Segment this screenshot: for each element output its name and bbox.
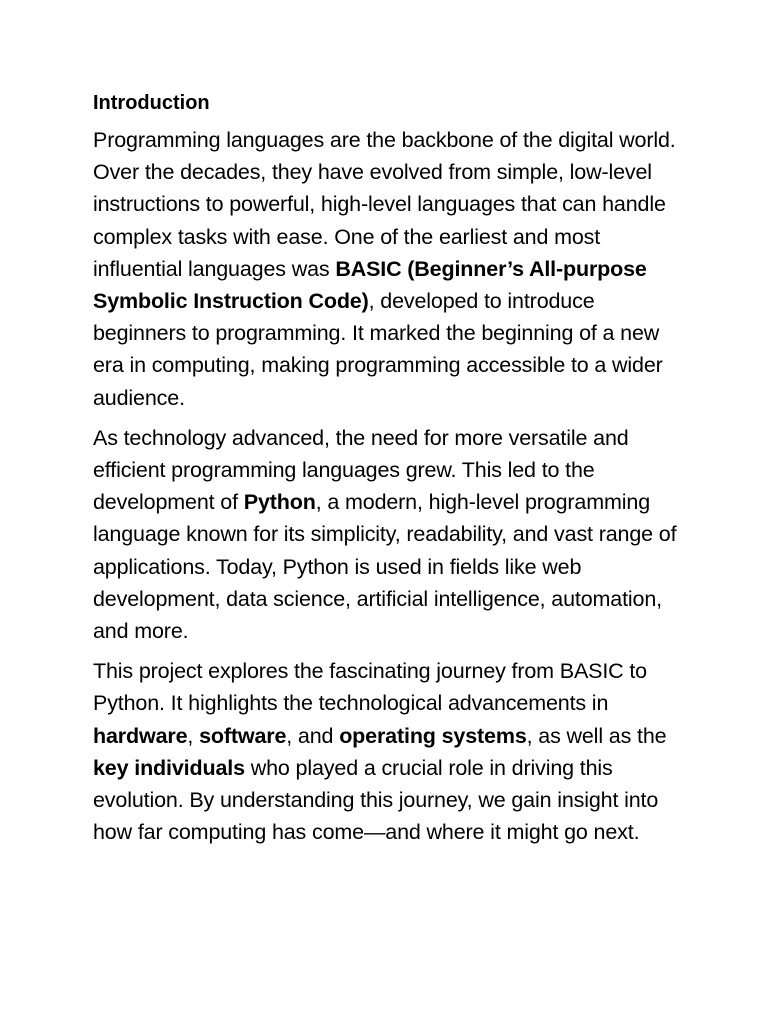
paragraph-project (93, 655, 683, 848)
paragraph-text: , as well as the (526, 723, 667, 748)
bold-term-software: software (199, 723, 287, 748)
paragraph-text: This project explores the fascinating journey from BASIC to Python. It highlights the technological advancements in (93, 659, 647, 716)
paragraph-text: , and (286, 723, 340, 748)
paragraph-text: , (187, 723, 200, 748)
paragraph-text: who played a crucial role in driving this evolution. By understanding this journey, we gain insight into how far computing has come—and where it might go next. (93, 755, 659, 845)
document-body (93, 88, 683, 856)
paragraph-text: As technology advanced, the need for more versatile and efficient programming languages grew. This led to the development of (93, 425, 629, 515)
paragraph-text: , a modern, high-level programming language known for its simplicity, readability, and vast range of applications. Today, Python is used in fields like web development, data science, artificial intelligence, automation, and more. (93, 490, 677, 644)
paragraph-text: , developed to introduce beginners to programming. It marked the beginning of a new era in computing, making programming accessible to a wider audience. (93, 289, 663, 410)
paragraph-python (93, 422, 683, 647)
bold-term-basic: BASIC (Beginner’s All-purpose Symbolic Instruction Code) (93, 256, 647, 314)
section-heading: Introduction (93, 92, 210, 114)
bold-term-python: Python (243, 490, 316, 515)
bold-term-operating-systems: operating systems (339, 723, 527, 748)
paragraph-intro (93, 124, 683, 414)
bold-term-hardware: hardware (93, 723, 188, 748)
bold-term-key-individuals: key individuals (93, 755, 245, 780)
paragraph-text: Programming languages are the backbone of the digital world. Over the decades, they have evolved from simple, low-level instructions to powerful, high-level languages that can handle complex tasks with ease. One of the earliest and most influential languages was (93, 128, 676, 281)
